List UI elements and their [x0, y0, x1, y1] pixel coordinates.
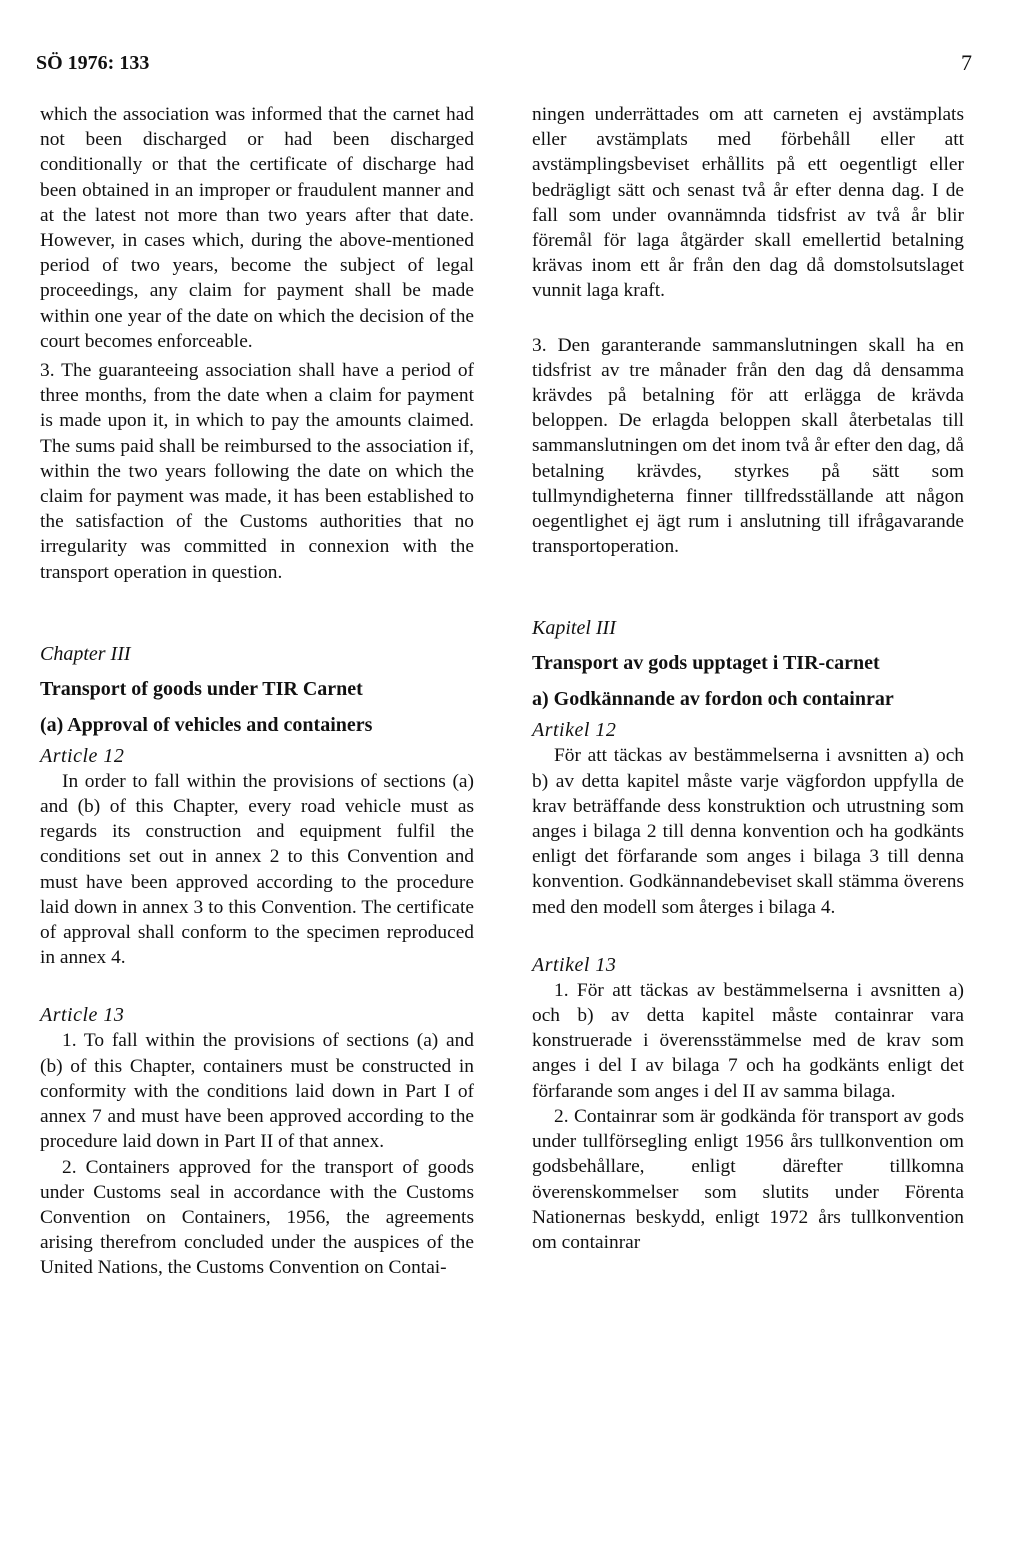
article-12-text: För att täckas av bestämmelserna i avsnitten a) och b) av detta kapitel måste varje vägfordon uppfylla de krav beträffande dess konstruktion och utrustning som anges i bilaga 2 till denna konvention och ha godkänts enligt det förfarande som anges i bilaga 3 till denna konvention. Godkännandebeviset skall stämma överens med den modell som återges i bilaga 4.: [532, 745, 964, 918]
article-13-heading: Artikel 13: [532, 953, 617, 976]
section-heading: a) Godkännande av fordon och containrar: [532, 688, 894, 711]
article-13-paragraph-1: 1. To fall within the provisions of sections (a) and (b) of this Chapter, containers must be constructed in conformity with the conditions laid down in Part I of annex 7 and must have been approved according to the procedure laid down in Part II of that annex.: [40, 1030, 474, 1153]
document-reference: SÖ 1976: 133: [36, 51, 150, 74]
paragraph-3: 3. Den garanterande sammanslutningen skall ha en tidsfrist av tre månader från den dag då densamma krävdes på betalning för att erlägga de krävda beloppen. De erlagda beloppen skall återbetalas till sammanslutningen om det inom två år efter den dag, då betalning krävdes, styrkes på sätt som tullmyndigheterna finner tillfredsställande att någon oegentlighet ej ägt rum i anslutning till ifrågavarande transportoperation.: [532, 334, 964, 558]
chapter-heading: Chapter III: [40, 642, 131, 665]
article-13-paragraph-1: 1. För att täckas av bestämmelserna i avsnitten a) och b) av detta kapitel måste containrar vara konstruerade i överensstämmelse med de krav som anges i del I av bilaga 7 och ha godkänts enligt det förfarande som anges i del II av samma bilaga.: [532, 979, 964, 1102]
continued-paragraph: which the association was informed that the carnet had not been discharged or had been discharged conditionally or that the certificate of discharge had been obtained in an improper or fraudulent manner and at the latest not more than two years after that date. However, in cases which, during the above-mentioned period of two years, become the subject of legal proceedings, any claim for payment shall be made within one year of the date on which the decision of the court becomes enforceable.: [40, 104, 474, 352]
page-number: 7: [961, 50, 972, 75]
article-12-heading: Artikel 12: [532, 719, 617, 742]
chapter-title: Transport of goods under TIR Carnet: [40, 677, 363, 700]
continued-paragraph: ningen underrättades om att carneten ej avstämplats eller avstämplats med förbehåll eller att avstämplingsbeviset erhållits på ett oegentligt eller bedrägligt sätt och senast två år efter denna dag. I de fall som under ovannämnda tidsfrist av två år blir föremål för laga åtgärder skall emellertid betalning krävas inom ett år från den dag då domstolsutslaget vunnit laga kraft.: [532, 104, 964, 302]
article-12-text: In order to fall within the provisions of sections (a) and (b) of this Chapter, every road vehicle must as regards its construction and equipment fulfil the conditions set out in annex 2 to this Convention and must have been approved according to the procedure laid down in annex 3 to this Convention. The certificate of approval shall conform to the specimen reproduced in annex 4.: [40, 770, 474, 969]
section-heading: (a) Approval of vehicles and containers: [40, 713, 373, 736]
chapter-title: Transport av gods upptaget i TIR-carnet: [532, 652, 880, 675]
article-13-paragraph-2: 2. Containrar som är godkända för transport av gods under tullförsegling enligt 1956 års tullkonvention om godsbehållare, enligt därefter tillkomna överenskommelser som slutits under Förenta Nationernas beskydd, enligt 1972 års tullkonvention om containrar: [532, 1105, 964, 1253]
chapter-heading: Kapitel III: [532, 617, 616, 640]
english-column: [40, 102, 474, 1281]
article-13-paragraph-2: 2. Containers approved for the transport of goods under Customs seal in accordance with the Customs Convention on Containers, 1956, the agreements arising therefrom concluded under the auspices of the United Nations, the Customs Convention on Contai-: [40, 1156, 474, 1279]
page-header: [36, 48, 972, 78]
article-12-heading: Article 12: [40, 744, 125, 767]
paragraph-3: 3. The guaranteeing association shall have a period of three months, from the date when a claim for payment is made upon it, in which to pay the amounts claimed. The sums paid shall be reimbursed to the association if, within the two years following the date on which the claim for payment was made, it has been established to the satisfaction of the Customs authorities that no irregularity was committed in connexion with the transport operation in question.: [40, 360, 474, 583]
article-13-heading: Article 13: [40, 1004, 125, 1027]
swedish-column: [532, 102, 964, 1255]
